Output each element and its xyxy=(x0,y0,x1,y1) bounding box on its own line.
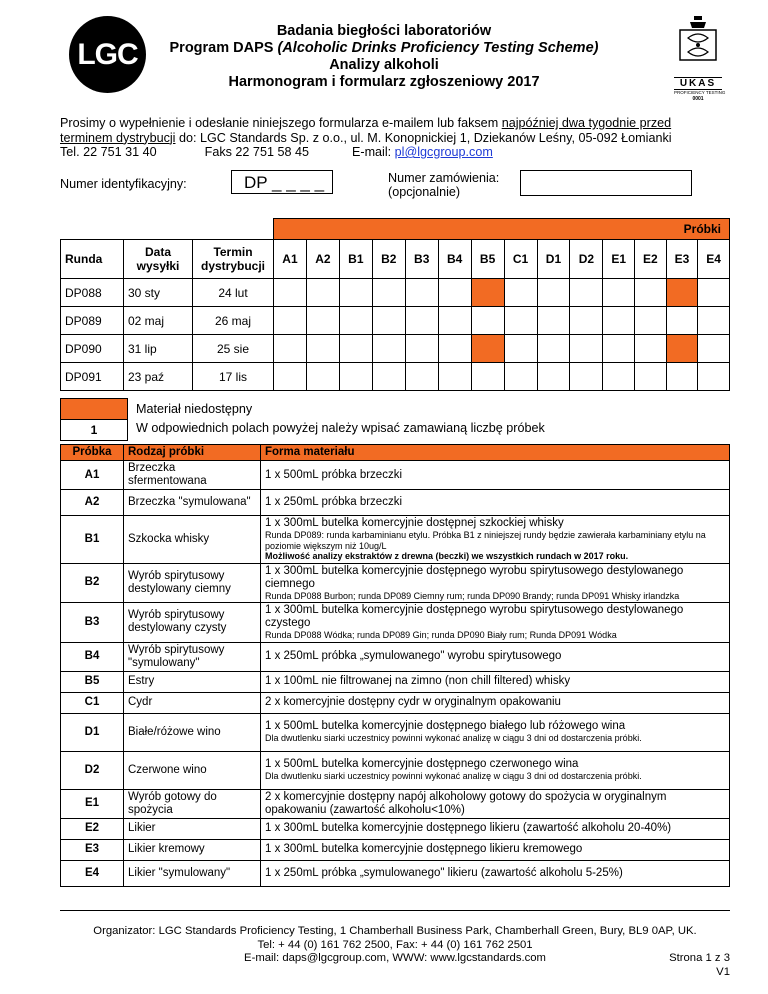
sample-row xyxy=(61,516,730,564)
id-label: Numer identyfikacyjny: xyxy=(60,177,187,191)
sample-qty-input[interactable] xyxy=(306,335,339,363)
col-sample-c1: C1 xyxy=(504,240,537,279)
round-cell: DP088 xyxy=(61,279,124,307)
sample-form-text: 1 x 250mL próbka „symulowanego" likieru (zawartość alkoholu 5-25%) xyxy=(265,866,623,879)
footer-phone: Tel: + 44 (0) 161 762 2500, Fax: + 44 (0) 161 762 2501 xyxy=(257,938,533,951)
sample-qty-input[interactable] xyxy=(339,307,372,335)
page-info xyxy=(630,952,730,979)
sample-qty-input[interactable] xyxy=(698,307,730,335)
intro-email-link[interactable]: pl@lgcgroup.com xyxy=(394,145,493,159)
sample-qty-input[interactable] xyxy=(339,335,372,363)
sample-qty-input[interactable] xyxy=(306,279,339,307)
intro-deadline: najpóźniej dwa tygodnie przed xyxy=(501,116,672,130)
sample-row xyxy=(61,751,730,789)
sample-qty-input[interactable] xyxy=(438,307,471,335)
sample-type: Brzeczka "symulowana" xyxy=(124,490,261,516)
sample-row xyxy=(61,818,730,839)
dispatch-cell: 02 maj xyxy=(124,307,193,335)
sample-note: Runda DP088 Wódka; runda DP089 Gin; runda DP090 Biały rum; Runda DP091 Wódka xyxy=(265,630,617,640)
intro-fax: Faks 22 751 58 45 xyxy=(204,145,309,159)
sample-qty-input[interactable] xyxy=(570,279,603,307)
intro-address: do: LGC Standards Sp. z o.o., ul. M. Konopnickiej 1, Dziekanów Leśny, 05-092 Łomianki xyxy=(175,130,672,145)
sample-row xyxy=(61,563,730,603)
sample-type: Wyrób gotowy do spożycia xyxy=(124,789,261,818)
version: V1 xyxy=(716,965,730,978)
sample-type: Likier "symulowany" xyxy=(124,860,261,886)
sample-type: Wyrób spirytusowy "symulowany" xyxy=(124,642,261,671)
sample-type: Likier xyxy=(124,818,261,839)
sample-form-text: 2 x komercyjnie dostępny napój alkoholowy gotowy do spożycia w oryginalnym opakowaniu (zawartość alkoholu<10%) xyxy=(265,790,667,816)
schedule-table xyxy=(60,218,730,391)
col-sample-e3: E3 xyxy=(666,240,698,279)
sample-qty-input[interactable] xyxy=(438,363,471,391)
sample-qty-input[interactable] xyxy=(274,335,307,363)
schedule-row xyxy=(61,307,730,335)
sample-qty-input[interactable] xyxy=(274,279,307,307)
sample-qty-input[interactable] xyxy=(504,363,537,391)
term-cell: 24 lut xyxy=(193,279,274,307)
sample-note: Dla dwutlenku siarki uczestnicy powinni wykonać analizę w ciągu 3 dni od dostarczenia próbki. xyxy=(265,771,642,782)
sample-form xyxy=(261,563,730,603)
title-line-3: Analizy alkoholi xyxy=(329,57,439,73)
col-term xyxy=(193,240,274,279)
legend-text xyxy=(136,400,545,438)
sample-qty-input[interactable] xyxy=(405,335,438,363)
lgc-logo xyxy=(69,16,146,93)
col-round: Runda xyxy=(61,240,124,279)
sample-form-text: 1 x 300mL butelka komercyjnie dostępnego wyrobu spirytusowego destylowanego czystego xyxy=(265,604,684,629)
title-line-2-prefix: Program DAPS xyxy=(169,40,278,56)
header-sample: Próbka xyxy=(61,445,124,461)
sample-code: B5 xyxy=(61,671,124,692)
ukas-accreditation-mark xyxy=(674,14,726,102)
sample-qty-input[interactable] xyxy=(372,335,405,363)
sample-form-text: 1 x 300mL butelka komercyjnie dostępnego wyrobu spirytusowego destylowanego ciemnego xyxy=(265,564,684,590)
sample-qty-input[interactable] xyxy=(504,335,537,363)
title-line-2 xyxy=(150,40,618,57)
sample-qty-input[interactable] xyxy=(339,363,372,391)
sample-form-text: 1 x 300mL butelka komercyjnie dostępnego likieru kremowego xyxy=(265,843,583,855)
sample-code: A1 xyxy=(61,461,124,490)
sample-form xyxy=(261,642,730,671)
sample-type: Wyrób spirytusowy destylowany czysty xyxy=(124,603,261,643)
order-label xyxy=(388,171,499,199)
sample-row xyxy=(61,671,730,692)
sample-code: E1 xyxy=(61,789,124,818)
sample-qty-input[interactable] xyxy=(603,363,635,391)
sample-form-text: 1 x 300mL butelka komercyjnie dostępnej szkockiej whisky xyxy=(265,517,564,529)
sample-code: E3 xyxy=(61,839,124,860)
sample-form xyxy=(261,603,730,643)
round-cell: DP089 xyxy=(61,307,124,335)
sample-code: B3 xyxy=(61,603,124,643)
legend-unavailable-swatch xyxy=(61,399,128,420)
sample-qty-input[interactable] xyxy=(471,307,504,335)
samples-header: Próbki xyxy=(274,219,730,240)
col-sample-d1: D1 xyxy=(537,240,570,279)
sample-qty-input[interactable] xyxy=(635,363,667,391)
dispatch-cell: 31 lip xyxy=(124,335,193,363)
term-cell: 25 sie xyxy=(193,335,274,363)
col-sample-b2: B2 xyxy=(372,240,405,279)
sample-qty-input[interactable] xyxy=(603,335,635,363)
footer-contact: E-mail: daps@lgcgroup.com, WWW: www.lgcstandards.com xyxy=(244,952,546,964)
sample-qty-input[interactable] xyxy=(438,335,471,363)
sample-form xyxy=(261,860,730,886)
legend-unavailable-text: Materiał niedostępny xyxy=(136,402,253,416)
sample-form-text: 1 x 500mL próbka brzeczki xyxy=(265,468,403,481)
sample-form-text: 1 x 250mL próbka brzeczki xyxy=(265,496,403,508)
sample-qty-input[interactable] xyxy=(537,335,570,363)
sample-note: Dla dwutlenku siarki uczestnicy powinni wykonać analizę w ciągu 3 dni od dostarczenia próbki. xyxy=(265,733,642,744)
sample-qty-input[interactable] xyxy=(372,307,405,335)
sample-form-text: 1 x 300mL butelka komercyjnie dostępnego likieru (zawartość alkoholu 20-40%) xyxy=(265,822,672,834)
sample-qty-input[interactable] xyxy=(306,363,339,391)
sample-qty-input[interactable] xyxy=(635,279,667,307)
sample-qty-input[interactable] xyxy=(698,363,730,391)
sample-code: E4 xyxy=(61,860,124,886)
col-sample-e1: E1 xyxy=(603,240,635,279)
sample-qty-input[interactable] xyxy=(504,307,537,335)
schedule-row xyxy=(61,279,730,307)
intro-text xyxy=(60,116,740,160)
sample-form xyxy=(261,818,730,839)
sample-row xyxy=(61,461,730,490)
col-sample-e4: E4 xyxy=(698,240,730,279)
sample-qty-input[interactable] xyxy=(339,279,372,307)
sample-qty-input[interactable] xyxy=(666,307,698,335)
intro-email-label: E-mail: xyxy=(351,145,395,159)
sample-form-text: 1 x 500mL butelka komercyjnie dostępnego czerwonego wina xyxy=(265,758,579,771)
dispatch-cell: 23 paź xyxy=(124,363,193,391)
sample-qty-input[interactable] xyxy=(405,307,438,335)
sample-cell-unavailable xyxy=(471,335,504,363)
sample-type: Szkocka whisky xyxy=(124,516,261,564)
sample-qty-input[interactable] xyxy=(504,279,537,307)
sample-qty-input[interactable] xyxy=(635,335,667,363)
sample-code: A2 xyxy=(61,490,124,516)
intro-line-1: Prosimy o wypełnienie i odesłanie niniejszego formularza e-mailem lub faksem xyxy=(60,116,502,130)
term-cell: 17 lis xyxy=(193,363,274,391)
sample-row xyxy=(61,692,730,713)
sample-form-text: 1 x 250mL próbka „symulowanego" wyrobu spirytusowego xyxy=(265,650,562,662)
sample-form xyxy=(261,751,730,789)
col-sample-e2: E2 xyxy=(635,240,667,279)
sample-qty-input[interactable] xyxy=(570,363,603,391)
col-dispatch-line-2: wysyłki xyxy=(136,259,180,273)
sample-note-bold: Możliwość analizy ekstraktów z drewna (beczki) we wszystkich rundach w 2017 roku. xyxy=(265,551,629,561)
order-number-input[interactable] xyxy=(520,170,692,196)
sample-form xyxy=(261,692,730,713)
sample-row xyxy=(61,642,730,671)
sample-qty-input[interactable] xyxy=(666,363,698,391)
sample-cell-unavailable xyxy=(666,279,698,307)
ukas-number: 0001 xyxy=(692,96,704,102)
sample-qty-input[interactable] xyxy=(405,279,438,307)
sample-type: Cydr xyxy=(124,692,261,713)
sample-qty-input[interactable] xyxy=(570,335,603,363)
ukas-label: UKAS xyxy=(674,77,722,90)
page-number: Strona 1 z 3 xyxy=(669,952,730,964)
term-cell: 26 maj xyxy=(193,307,274,335)
dispatch-cell: 30 sty xyxy=(124,279,193,307)
sample-row xyxy=(61,839,730,860)
col-sample-d2: D2 xyxy=(570,240,603,279)
sample-qty-input[interactable] xyxy=(372,363,405,391)
sample-qty-input[interactable] xyxy=(635,307,667,335)
sample-cell-unavailable xyxy=(471,279,504,307)
round-cell: DP091 xyxy=(61,363,124,391)
sample-qty-input[interactable] xyxy=(603,279,635,307)
sample-form xyxy=(261,713,730,751)
sample-form xyxy=(261,789,730,818)
legend-example-text: W odpowiednich polach powyżej należy wpisać zamawianą liczbę próbek xyxy=(136,421,545,435)
sample-type: Estry xyxy=(124,671,261,692)
header-type: Rodzaj próbki xyxy=(124,445,261,461)
sample-form-text: 1 x 500mL butelka komercyjnie dostępnego białego lub różowego wina xyxy=(265,720,626,733)
sample-type: Czerwone wino xyxy=(124,751,261,789)
schedule-header-row-1 xyxy=(61,219,730,240)
sample-qty-input[interactable] xyxy=(570,307,603,335)
sample-code: D1 xyxy=(61,713,124,751)
col-dispatch-line-1: Data xyxy=(144,245,171,259)
sample-type: Białe/różowe wino xyxy=(124,713,261,751)
schedule-header-row-2 xyxy=(61,240,730,279)
sample-form xyxy=(261,839,730,860)
sample-qty-input[interactable] xyxy=(405,363,438,391)
sample-form xyxy=(261,671,730,692)
col-term-line-2: dystrybucji xyxy=(200,259,266,273)
sample-note: Runda DP088 Burbon; runda DP089 Ciemny rum; runda DP090 Brandy; runda DP091 Whisky irlandzka xyxy=(265,590,680,601)
sample-form-text: 1 x 100mL nie filtrowanej na zimno (non chill filtered) whisky xyxy=(265,675,571,687)
sample-qty-input[interactable] xyxy=(306,307,339,335)
sample-qty-input[interactable] xyxy=(698,279,730,307)
order-label-line-1: Numer zamówienia: xyxy=(388,171,500,185)
col-sample-a1: A1 xyxy=(274,240,307,279)
sample-note: Runda DP089: runda karbaminianu etylu. Próbka B1 z niniejszej rundy będzie zawierała karbaminiany etylu na poziomie większym niż 10ug/L xyxy=(265,530,706,551)
title-line-2-italic: (Alcoholic Drinks Proficiency Testing Scheme) xyxy=(277,40,599,56)
sample-qty-input[interactable] xyxy=(274,363,307,391)
schedule-row xyxy=(61,335,730,363)
intro-phone: Tel. 22 751 31 40 xyxy=(60,145,157,159)
col-term-line-1: Termin xyxy=(213,245,253,259)
col-sample-b5: B5 xyxy=(471,240,504,279)
sample-code: B4 xyxy=(61,642,124,671)
sample-qty-input[interactable] xyxy=(537,363,570,391)
sample-code: E2 xyxy=(61,818,124,839)
schedule-row xyxy=(61,363,730,391)
sample-row xyxy=(61,789,730,818)
sample-row xyxy=(61,603,730,643)
sample-qty-input[interactable] xyxy=(438,279,471,307)
sample-code: B1 xyxy=(61,516,124,564)
sample-qty-input[interactable] xyxy=(603,307,635,335)
sample-qty-input[interactable] xyxy=(537,279,570,307)
header-form: Forma materiału xyxy=(261,445,730,461)
sample-code: C1 xyxy=(61,692,124,713)
sample-row xyxy=(61,490,730,516)
col-dispatch xyxy=(124,240,193,279)
sample-type: Brzeczka sfermentowana xyxy=(124,461,261,490)
col-sample-a2: A2 xyxy=(306,240,339,279)
legend-example-cell: 1 xyxy=(61,420,128,441)
sample-cell-unavailable xyxy=(666,335,698,363)
crown-icon xyxy=(674,14,722,72)
col-sample-b3: B3 xyxy=(405,240,438,279)
logo-text: LGC xyxy=(77,37,138,71)
sample-description-table xyxy=(60,444,730,887)
schedule-header-blank xyxy=(61,219,274,240)
id-input[interactable]: DP _ _ _ _ xyxy=(231,170,333,194)
page-title xyxy=(150,23,618,91)
title-line-4: Harmonogram i formularz zgłoszeniowy 2017 xyxy=(228,74,540,90)
sample-qty-input[interactable] xyxy=(274,307,307,335)
col-sample-b1: B1 xyxy=(339,240,372,279)
legend-table xyxy=(60,398,128,441)
sample-form xyxy=(261,516,730,564)
order-label-line-2: (opcjonalnie) xyxy=(388,185,461,199)
sample-qty-input[interactable] xyxy=(372,279,405,307)
col-sample-b4: B4 xyxy=(438,240,471,279)
sample-qty-input[interactable] xyxy=(471,363,504,391)
footer-organizer: Organizator: LGC Standards Proficiency Testing, 1 Chamberhall Business Park, Chamberhall Green, Bury, BL9 0AP, UK. xyxy=(93,925,697,937)
sample-row xyxy=(61,713,730,751)
sample-type: Likier kremowy xyxy=(124,839,261,860)
sample-row xyxy=(61,860,730,886)
ukas-sub: PROFICIENCY TESTING xyxy=(674,90,726,95)
sample-qty-input[interactable] xyxy=(698,335,730,363)
sample-code: B2 xyxy=(61,563,124,603)
sample-form xyxy=(261,490,730,516)
sample-qty-input[interactable] xyxy=(537,307,570,335)
sample-form xyxy=(261,461,730,490)
intro-distribution-term: terminem dystrybucji xyxy=(60,130,176,145)
title-line-1: Badania biegłości laboratoriów xyxy=(276,23,492,39)
footer-divider xyxy=(60,910,730,911)
sample-type: Wyrób spirytusowy destylowany ciemny xyxy=(124,563,261,603)
round-cell: DP090 xyxy=(61,335,124,363)
sample-code: D2 xyxy=(61,751,124,789)
sample-form-text: 2 x komercyjnie dostępny cydr w oryginalnym opakowaniu xyxy=(265,696,561,708)
